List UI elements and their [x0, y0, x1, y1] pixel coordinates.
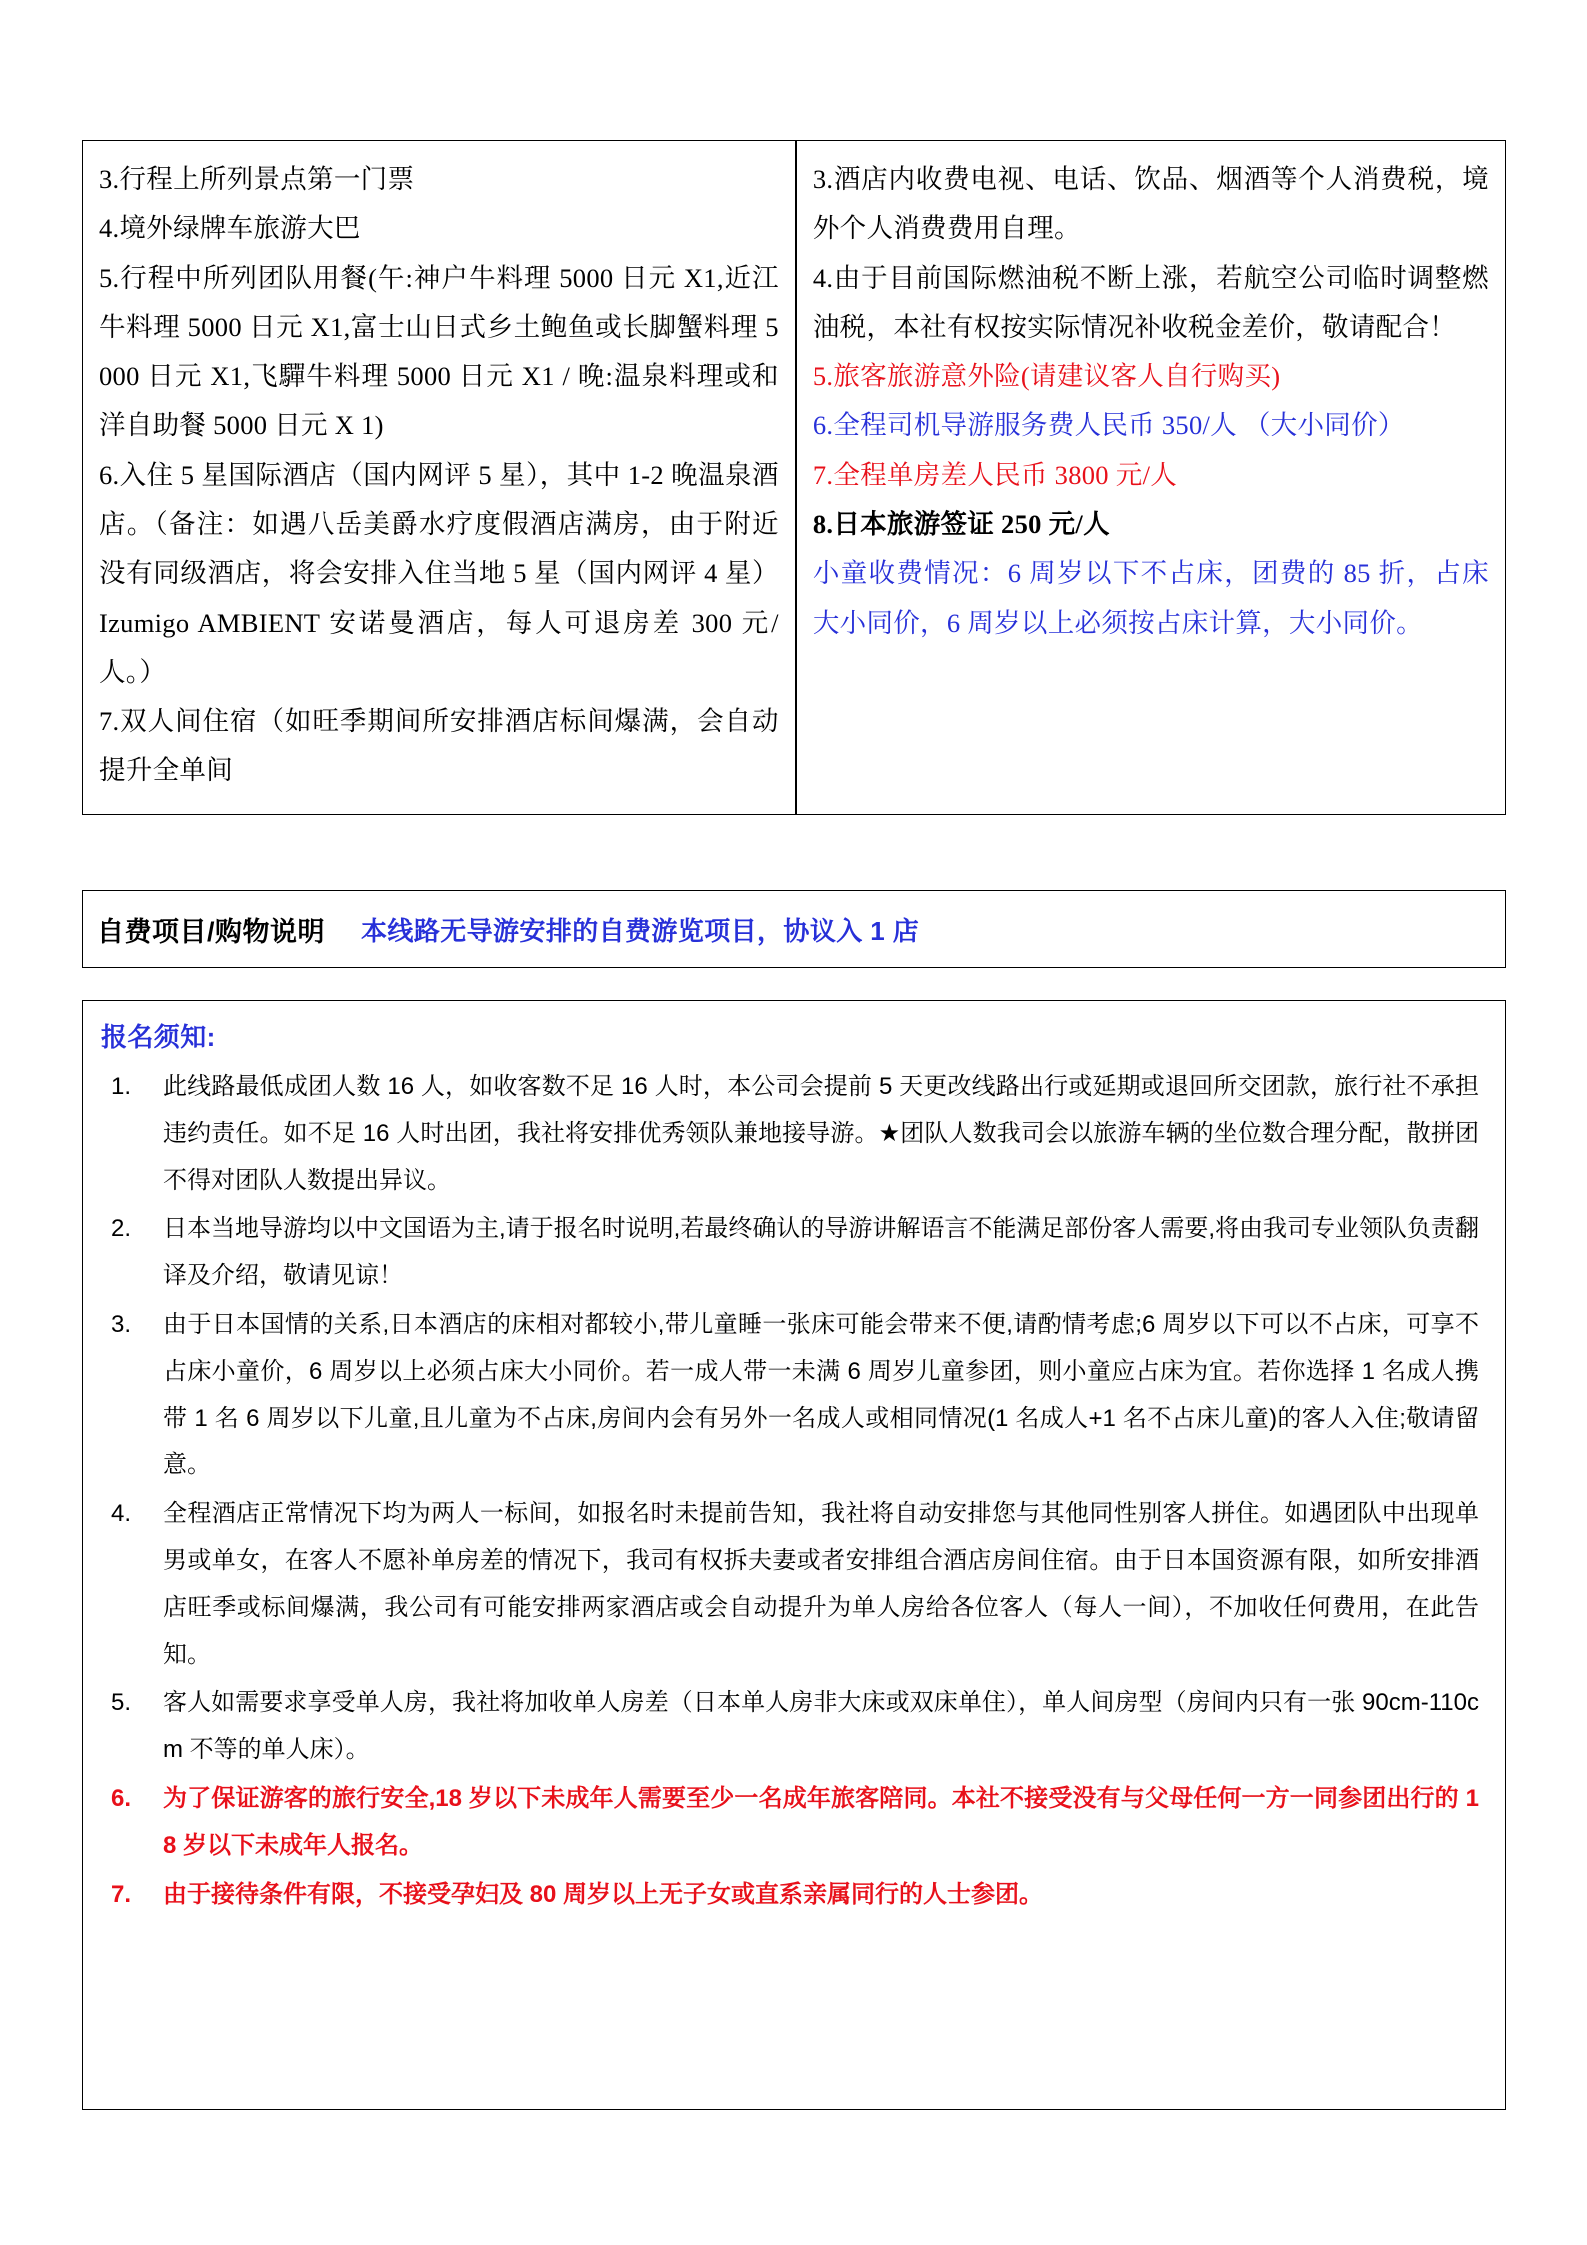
notice-item-text: 由于日本国情的关系,日本酒店的床相对都较小,带儿童睡一张床可能会带来不便,请酌情考虑;6 周岁以下可以不占床，可享不占床小童价，6 周岁以上必须占床大小同价。若一成人带一未满 6 周岁儿童参团，则小童应占床为宜。若你选择 1 名成人携带 1 名 6 周岁以下儿童,且儿童为不占床,房间内会有另外一名成人或相同情况(1 名成人+1 名不占床儿童)的客人入住;敬请留意。 — [163, 1310, 1479, 1479]
self-paid-label: 自费项目/购物说明 — [97, 916, 326, 947]
notice-item-text: 由于接待条件有限，不接受孕妇及 80 周岁以上无子女或直系亲属同行的人士参团。 — [163, 1880, 1044, 1908]
registration-notice-box — [82, 1000, 1506, 2110]
notice-item-text: 此线路最低成团人数 16 人，如收客数不足 16 人时，本公司会提前 5 天更改线路出行或延期或退回所交团款，旅行社不承担违约责任。如不足 16 人时出团，我社将安排优秀领队兼地接导游。★团队人数我司会以旅游车辆的坐位数合理分配，散拼团不得对团队人数提出异议。 — [163, 1073, 1479, 1194]
notice-item — [101, 1302, 1479, 1489]
cost-inclusion-table — [82, 140, 1506, 815]
child-fee-note: 小童收费情况：6 周岁以下不占床，团费的 85 折，占床大小同价，6 周岁以上必须按占床计算，大小同价。 — [812, 558, 1489, 638]
registration-notice-list — [101, 1064, 1479, 1918]
cost-included-item-3: 3.行程上所列景点第一门票 — [99, 164, 415, 194]
cost-excluded-item-6: 6.全程司机导游服务费人民币 350/人 （大小同价） — [812, 410, 1405, 441]
notice-item-text: 客人如需要求享受单人房，我社将加收单人房差（日本单人房非大床或双床单住），单人间房型（房间内只有一张 90cm-110cm 不等的单人床）。 — [163, 1689, 1479, 1764]
notice-item — [101, 1680, 1479, 1774]
registration-notice-title: 报名须知: — [101, 1022, 216, 1052]
cost-included-item-7: 7.双人间住宿（如旺季期间所安排酒店标间爆满，会自动提升全单间 — [99, 706, 779, 786]
cost-excluded-item-8: 8.日本旅游签证 250 元/人 — [812, 508, 1110, 539]
notice-item — [101, 1491, 1479, 1678]
notice-item — [101, 1064, 1479, 1204]
cost-included-item-5: 5.行程中所列团队用餐(午:神户牛料理 5000 日元 X1,近江牛料理 5000 日元 X1,富士山日式乡土鲍鱼或长脚蟹料理 5000 日元 X1,飞驒牛料理 5000 日元 X1 / 晚:温泉料理或和洋自助餐 5000 日元 X 1) — [99, 262, 779, 441]
notice-item — [101, 1872, 1479, 1919]
self-paid-shopping-bar — [82, 890, 1506, 968]
notice-item-text: 为了保证游客的旅行安全,18 岁以下未成年人需要至少一名成年旅客陪同。本社不接受没有与父母任何一方一同参团出行的 18 岁以下未成年人报名。 — [163, 1784, 1479, 1859]
cost-excluded-column — [797, 141, 1505, 814]
cost-included-item-4: 4.境外绿牌车旅游大巴 — [99, 213, 361, 244]
cost-included-column — [83, 141, 797, 814]
cost-excluded-item-5: 5.旅客旅游意外险(请建议客人自行购买) — [812, 361, 1281, 392]
self-paid-value: 本线路无导游安排的自费游览项目，协议入 1 店 — [361, 915, 920, 946]
cost-excluded-item-3: 3.酒店内收费电视、电话、饮品、烟酒等个人消费税，境外个人消费费用自理。 — [812, 164, 1489, 244]
cost-excluded-item-4: 4.由于目前国际燃油税不断上涨，若航空公司临时调整燃油税，本社有权按实际情况补收税金差价，敬请配合！ — [812, 262, 1489, 342]
notice-item-text: 全程酒店正常情况下均为两人一标间，如报名时未提前告知，我社将自动安排您与其他同性别客人拼住。如遇团队中出现单男或单女，在客人不愿补单房差的情况下，我司有权拆夫妻或者安排组合酒店房间住宿。由于日本国资源有限，如所安排酒店旺季或标间爆满，我公司有可能安排两家酒店或会自动提升为单人房给各位客人（每人一间），不加收任何费用，在此告知。 — [163, 1500, 1479, 1668]
notice-item — [101, 1206, 1479, 1300]
cost-included-item-6: 6.入住 5 星国际酒店（国内网评 5 星），其中 1-2 晚温泉酒店。（备注：如遇八岳美爵水疗度假酒店满房，由于附近没有同级酒店，将会安排入住当地 5 星（国内网评 4 星）Izumigo AMBIENT 安诺曼酒店，每人可退房差 300 元/人。） — [99, 459, 779, 687]
notice-item-text: 日本当地导游均以中文国语为主,请于报名时说明,若最终确认的导游讲解语言不能满足部份客人需要,将由我司专业领队负责翻译及介绍，敬请见谅！ — [163, 1215, 1479, 1290]
notice-item — [101, 1776, 1479, 1870]
cost-excluded-item-7: 7.全程单房差人民币 3800 元/人 — [812, 459, 1178, 490]
